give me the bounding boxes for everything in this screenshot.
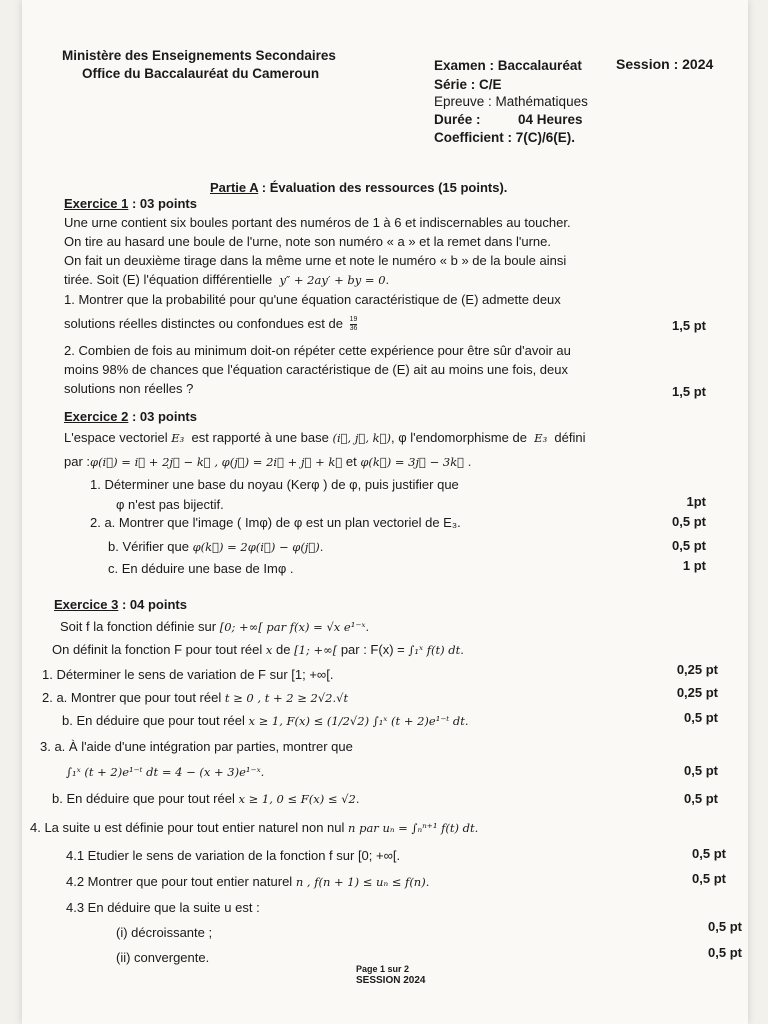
ex2-q2c-points: 1 pt (682, 558, 706, 573)
ex3-line-1: Soit f la fonction définie sur [0; +∞[ par f(x) = √x e¹⁻ˣ. (60, 619, 370, 634)
ex2-q2b-points: 0,5 pt (672, 538, 706, 553)
ex3-question-4-3: 4.3 En déduire que la suite u est : (66, 900, 260, 915)
ex3-question-4-1: 4.1 Etudier le sens de variation de la fonction f sur [0; +∞[. (66, 848, 401, 863)
session-code: SESSION 2024 (356, 975, 426, 986)
partie-a-title: Partie A : Évaluation des ressources (15 points). (210, 180, 508, 195)
ex2-question-2a: 2. a. Montrer que l'image ( Imφ) de φ est un plan vectoriel de E₃. (90, 515, 461, 530)
duree-label: Durée : (434, 112, 481, 127)
ex2-question-1: 1. Déterminer une base du noyau (Kerφ ) de φ, puis justifier que (90, 477, 459, 492)
ex3-question-3a-formula: ∫₁ˣ (t + 2)e¹⁻ᵗ dt = 4 − (x + 3)e¹⁻ˣ. (66, 765, 265, 779)
ex3-question-4-3-i: (i) décroissante ; (116, 925, 213, 940)
ex3-q42-points: 0,5 pt (692, 871, 726, 886)
ex3-q2b-points: 0,5 pt (684, 710, 718, 725)
exam-type: Examen : Baccalauréat (434, 58, 582, 73)
ex3-question-4: 4. La suite u est définie pour tout entier naturel non nul n par uₙ = ∫ₙⁿ⁺¹ f(t) dt. (30, 820, 479, 835)
exercise-2-heading: Exercice 2 : 03 points (64, 409, 197, 424)
ex3-question-2b: b. En déduire que pour tout réel x ≥ 1, F(x) ≤ (1/2√2) ∫₁ˣ (t + 2)e¹⁻ᵗ dt. (62, 713, 469, 728)
ex1-question-2: 2. Combien de fois au minimum doit-on répéter cette expérience pour être sûr d'avoir au (64, 343, 571, 358)
duree-value: 04 Heures (518, 112, 583, 127)
ex3-q41-points: 0,5 pt (692, 846, 726, 861)
exam-page (22, 0, 748, 1024)
ex3-question-4-2: 4.2 Montrer que pour tout entier naturel n , f(n + 1) ≤ uₙ ≤ f(n). (66, 874, 430, 889)
ex3-q2a-points: 0,25 pt (676, 685, 718, 700)
page-number: Page 1 sur 2 (356, 964, 410, 974)
ex2-question-2b: b. Vérifier que φ(k⃗) = 2φ(i⃗) − φ(j⃗). (108, 539, 324, 554)
ex3-q43ii-points: 0,5 pt (708, 945, 742, 960)
session-label: Session : 2024 (616, 56, 714, 72)
ministry-name: Ministère des Enseignements Secondaires (62, 48, 336, 63)
exercise-1-heading: Exercice 1 : 03 points (64, 196, 197, 211)
ex1-question-1-cont: solutions réelles distinctes ou confondues est de $\frac{19}{36}$ (64, 316, 358, 333)
ex2-q1-points: 1pt (686, 494, 706, 509)
ex3-q3a-points: 0,5 pt (684, 763, 718, 778)
ex3-q43i-points: 0,5 pt (708, 919, 742, 934)
ex2-question-2c: c. En déduire une base de Imφ . (108, 561, 294, 576)
ex1-question-2-cont: moins 98% de chances que l'équation caractéristique de (E) ait au moins une fois, deux (64, 362, 568, 377)
ex1-q2-points: 1,5 pt (672, 384, 706, 399)
ex1-q1-points: 1,5 pt (672, 318, 706, 333)
ex2-line-1: L'espace vectoriel E₃ est rapporté à une base (i⃗, j⃗, k⃗), φ l'endomorphisme de E₃ défini (64, 430, 586, 445)
ex3-line-2: On définit la fonction F pour tout réel x de [1; +∞[ par : F(x) = ∫₁ˣ f(t) dt. (52, 642, 464, 657)
ex1-line-2: On tire au hasard une boule de l'urne, note son numéro « a » et la remet dans l'urne. (64, 234, 551, 249)
ex3-q3b-points: 0,5 pt (684, 791, 718, 806)
ex3-question-3a: 3. a. À l'aide d'une intégration par parties, montrer que (40, 739, 353, 754)
ex2-q2a-points: 0,5 pt (672, 514, 706, 529)
exercise-3-heading: Exercice 3 : 04 points (54, 597, 187, 612)
ex2-line-2: par :φ(i⃗) = i⃗ + 2j⃗ − k⃗ , φ(j⃗) = 2i⃗ + j⃗ + k⃗ et φ(k⃗) = 3j⃗ − 3k⃗ . (64, 454, 472, 469)
ex3-question-3b: b. En déduire que pour tout réel x ≥ 1, 0 ≤ F(x) ≤ √2. (52, 791, 360, 806)
ex1-line-3: On fait un deuxième tirage dans la même urne et note le numéro « b » de la boule ainsi (64, 253, 567, 268)
ex3-question-2a: 2. a. Montrer que pour tout réel t ≥ 0 , t + 2 ≥ 2√2.√t (42, 690, 349, 705)
ex3-q1-points: 0,25 pt (676, 662, 718, 677)
ex3-question-1: 1. Déterminer le sens de variation de F sur [1; +∞[. (42, 667, 334, 682)
office-name: Office du Baccalauréat du Cameroun (82, 66, 320, 81)
ex1-line-1: Une urne contient six boules portant des numéros de 1 à 6 et indiscernables au toucher. (64, 215, 571, 230)
ex2-question-1-cont: φ n'est pas bijectif. (116, 497, 224, 512)
epreuve-label: Epreuve : Mathématiques (434, 94, 588, 109)
ex1-question-2-end: solutions non réelles ? (64, 381, 194, 396)
coefficient-label: Coefficient : 7(C)/6(E). (434, 130, 576, 145)
serie-label: Série : C/E (434, 77, 502, 92)
ex1-line-4: tirée. Soit (E) l'équation différentielle y″ + 2ay′ + by = 0. (64, 272, 390, 287)
ex3-question-4-3-ii: (ii) convergente. (116, 950, 210, 965)
ex1-question-1: 1. Montrer que la probabilité pour qu'une équation caractéristique de (E) admette deux (64, 292, 561, 307)
